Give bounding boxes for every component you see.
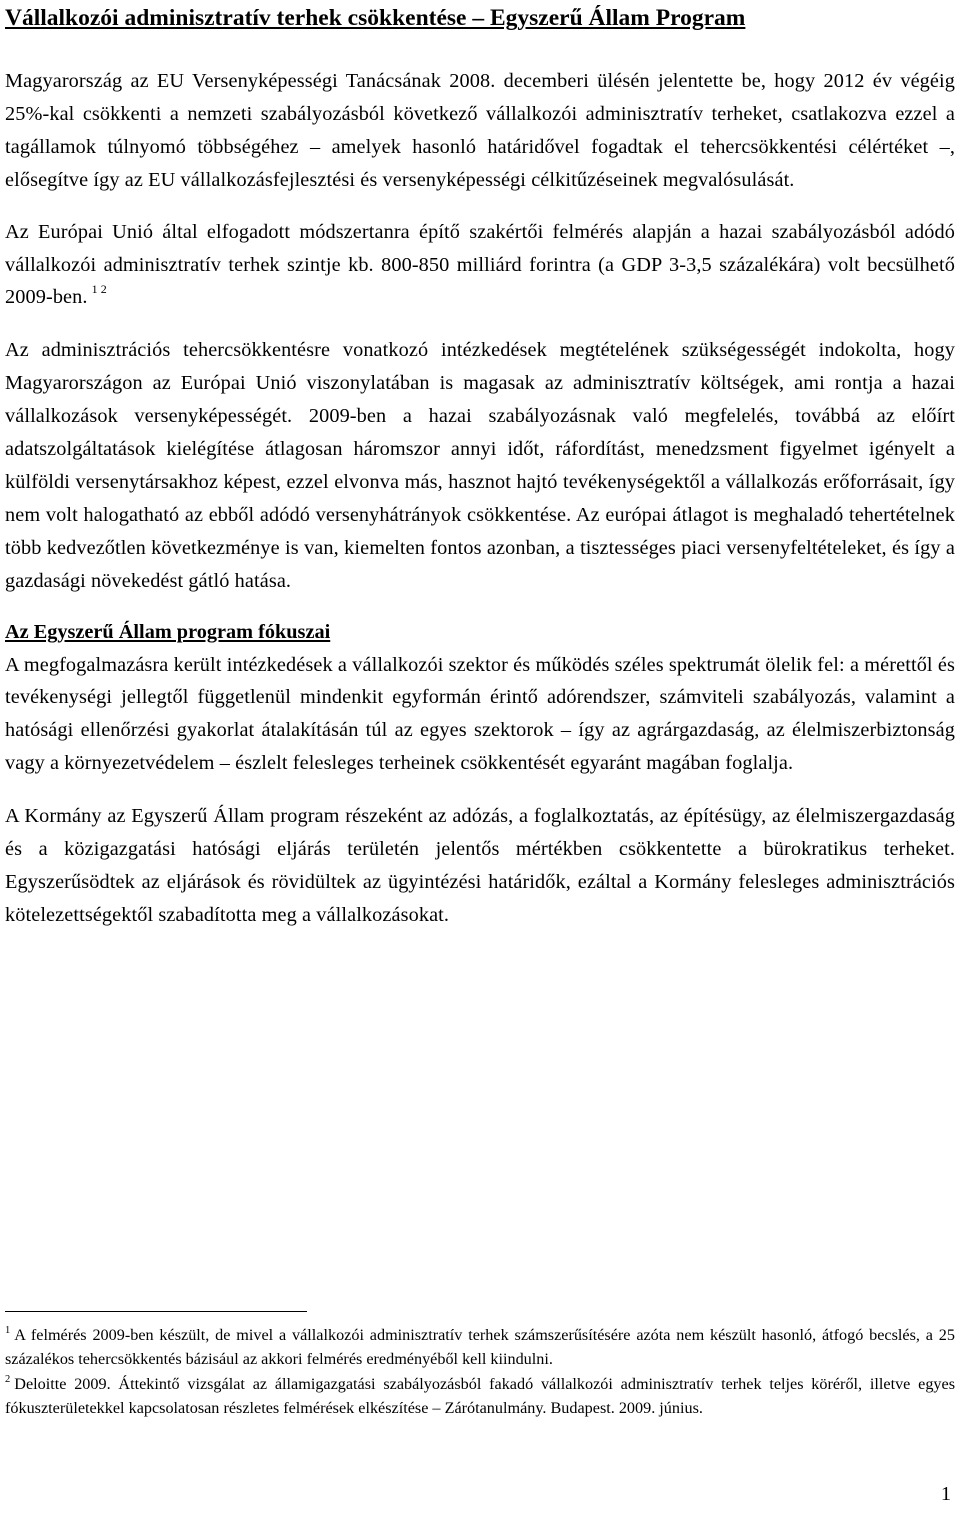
footnote-1: [5, 1323, 955, 1372]
paragraph-burden-estimate-text: Az Európai Unió által elfogadott módszertanra építő szakértői felmérés alapján a hazai szabályozásból adódó vállalkozói adminisztratív terhek szintje kb. 800-850 milliárd forintra (a GDP 3-3,5 százalékára) volt becsülhető 2009-ben.: [5, 220, 955, 309]
paragraph-government: A Kormány az Egyszerű Állam program részeként az adózás, a foglalkoztatás, az építésügy, az élelmiszergazdaság és a közigazgatási hatósági eljárás területén jelentős mértékben csökkentette a bürokratikus terheket. Egyszerűsödtek az eljárások és rövidültek az ügyintézési határidők, ezáltal a Kormány felesleges adminisztrációs kötelezettségektől szabadította meg a vállalkozásokat.: [5, 805, 955, 926]
paragraph-measures: A megfogalmazásra került intézkedések a vállalkozói szektor és működés széles spektrumát ölelik fel: a mérettől és tevékenységi jellegtől függetlenül mindenkit egyformán érintő adórendszer, számviteli szabályozás, valamint a hatósági ellenőrzési gyakorlat átalakításán túl az egyes szektorok – így az agrárgazdaság, az élelmiszerbiztonság vagy a környezetvédelem – észlelt felesleges terheinek csökkentését egyaránt magában foglalja.: [5, 653, 955, 775]
footnote-separator: [5, 1311, 307, 1312]
footnote-number: 1: [5, 1325, 11, 1336]
paragraph-burden-estimate: [5, 216, 955, 315]
footnote-text: A felmérés 2009-ben készült, de mivel a vállalkozói adminisztratív terhek számszerűsítésére azóta nem készült hasonló, átfogó becslés, a 25 százalékos tehercsökkentés bázisául az akkori felmérés eredményéből kell kiindulni.: [5, 1326, 955, 1369]
footnote-reference[interactable]: 1 2: [91, 282, 107, 297]
footnote-text: Deloitte 2009. Áttekintő vizsgálat az államigazgatási szabályozásból fakadó vállalkozói adminisztratív terhek teljes köréről, illetve egyes fókuszterületekkel kapcsolatosan részletes felmérések elkészítése – Zárótanulmány. Budapest. 2009. június.: [5, 1374, 955, 1417]
section-heading: Az Egyszerű Állam program fókuszai: [5, 620, 331, 643]
footnote-2: [5, 1372, 955, 1421]
footnote-number: 2: [5, 1373, 11, 1385]
paragraph-justification: Az adminisztrációs tehercsökkentésre vonatkozó intézkedések megtételének szükségességét indokolta, hogy Magyarországon az Európai Unió viszonylatában is magasak az adminisztratív költségek, ami rontja a hazai vállalkozások versenyképességét. 2009-ben a hazai szabályozásnak való megfelelés, továbbá az előírt adatszolgáltatások kielégítése átlagosan háromszor annyi időt, ráfordítást, menedzsment figyelmet igényelt a külföldi versenytársakhoz képest, ezzel elvonva más, hasznot hajtó tevékenységektől a vállalkozás erőforrásait, így nem volt halogatható az ebből adódó versenyhátrányok csökkentése. Az európai átlagot is meghaladó tehertételnek több kedvezőtlen következménye is van, kiemelten fontos azonban, a tisztességes piaci versenyfeltételeket, és így a gazdasági növekedést gátló hatása.: [5, 339, 955, 592]
document-page: [5, 0, 955, 1513]
paragraph-intro: Magyarország az EU Versenyképességi Tanácsának 2008. decemberi ülésén jelentette be, hogy 2012 év végéig 25%-kal csökkenti a nemzeti szabályozásból következő vállalkozói adminisztratív terheket, csatlakozva ezzel a tagállamok túlnyomó többségéhez – amelyek hasonló határidővel fogadtak el tehercsökkentési célértéket –, elősegítve így az EU vállalkozásfejlesztési és versenyképességi célkitűzéseinek megvalósulását.: [5, 70, 955, 191]
page-number: 1: [940, 1483, 951, 1505]
document-title: Vállalkozói adminisztratív terhek csökkentése – Egyszerű Állam Program: [5, 5, 746, 31]
footnotes: [5, 1323, 955, 1420]
